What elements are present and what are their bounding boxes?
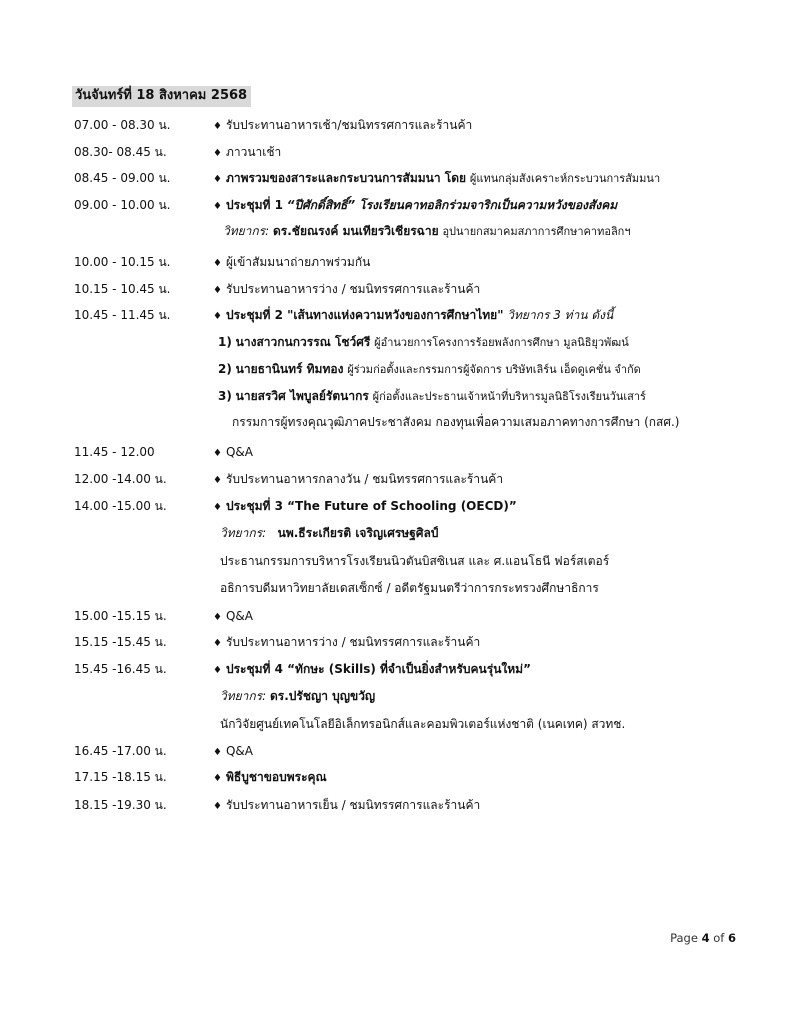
time-label: 15.00 -15.15 น.: [74, 609, 167, 623]
agenda-item: ♦ ประชุมที่ 2 "เส้นทางแห่งความหวังของการศึกษาไทย" วิทยากร 3 ท่าน ดังนี้: [213, 308, 614, 322]
schedule-row: [0, 254, 792, 276]
time-label: 18.15 -19.30 น.: [74, 798, 167, 812]
bullet-icon: ♦: [213, 174, 222, 185]
speaker-line: วิทยากร: ดร.ชัยณรงค์ มนเทียรวิเชียรฉาย อุปนายกสมาคมสภาการศึกษาคาทอลิกฯ: [223, 224, 631, 238]
schedule-row: [0, 769, 792, 791]
speaker-role-line: นักวิจัยศูนย์เทคโนโลยีอิเล็กทรอนิกส์และคอมพิวเตอร์แห่งชาติ (เนคเทค) สวทช.: [220, 717, 626, 731]
bullet-icon: ♦: [213, 747, 222, 758]
agenda-item: ♦ ภาพรวมของสาระและกระบวนการสัมมนา โดย ผู้แทนกลุ่มสังเคราะห์กระบวนการสัมมนา: [213, 171, 661, 185]
schedule-row: [0, 444, 792, 466]
time-label: 08.45 - 09.00 น.: [74, 171, 171, 185]
bullet-icon: ♦: [213, 612, 222, 623]
speaker-line: 1) นางสาวกนกวรรณ โชว์ศรี ผู้อำนวยการโครงการร้อยพลังการศึกษา มูลนิธิยุวพัฒน์: [218, 335, 629, 349]
schedule-row: [0, 170, 792, 192]
time-label: 10.45 - 11.45 น.: [74, 308, 171, 322]
bullet-icon: ♦: [213, 448, 222, 459]
agenda-item: ♦ ผู้เข้าสัมมนาถ่ายภาพร่วมกัน: [213, 255, 371, 269]
bullet-icon: ♦: [213, 665, 222, 676]
time-label: 12.00 -14.00 น.: [74, 472, 167, 486]
schedule-row: [0, 281, 792, 303]
bullet-icon: ♦: [213, 638, 222, 649]
agenda-item: ♦ Q&A: [213, 445, 253, 459]
agenda-item: ♦ รับประทานอาหารเช้า/ชมนิทรรศการและร้านค้า: [213, 118, 473, 132]
schedule-row: [0, 197, 792, 219]
speaker-role-line: ประธานกรรมการบริหารโรงเรียนนิวตันบิสซิเนส และ ศ.แอนโธนี ฟอร์สเตอร์: [220, 554, 610, 568]
schedule-row: [0, 608, 792, 630]
time-label: 10.15 - 10.45 น.: [74, 282, 171, 296]
agenda-item: ♦ Q&A: [213, 609, 253, 623]
time-label: 15.15 -15.45 น.: [74, 635, 167, 649]
agenda-item: ♦ ประชุมที่ 3 “The Future of Schooling (OECD)”: [213, 499, 517, 513]
agenda-item: ♦ รับประทานอาหารเย็น / ชมนิทรรศการและร้านค้า: [213, 798, 481, 812]
schedule-row: [0, 307, 792, 329]
bullet-icon: ♦: [213, 475, 222, 486]
time-label: 14.00 -15.00 น.: [74, 499, 167, 513]
schedule-row: [0, 471, 792, 493]
bullet-icon: ♦: [213, 258, 222, 269]
time-label: 17.15 -18.15 น.: [74, 770, 167, 784]
time-label: 10.00 - 10.15 น.: [74, 255, 171, 269]
time-label: 07.00 - 08.30 น.: [74, 118, 171, 132]
speaker-role-line: กรรมการผู้ทรงคุณวุฒิภาคประชาสังคม กองทุนเพื่อความเสมอภาคทางการศึกษา (กสศ.): [232, 415, 680, 429]
schedule-row: [0, 144, 792, 166]
speaker-line: วิทยากร: ดร.ปรัชญา บุญขวัญ: [220, 689, 376, 703]
agenda-item: ♦ ประชุมที่ 4 “ทักษะ (Skills) ที่จำเป็นยิ่งสำหรับคนรุ่นใหม่”: [213, 662, 531, 676]
bullet-icon: ♦: [213, 502, 222, 513]
bullet-icon: ♦: [213, 148, 222, 159]
speaker-line: 2) นายธานินทร์ ทิมทอง ผู้ร่วมก่อตั้งและกรรมการผู้จัดการ บริษัทเลิร์น เอ็ดดูเคชั่น จำกัด: [218, 362, 641, 376]
speaker-line: 3) นายสรวิศ ไพบูลย์รัตนากร ผู้ก่อตั้งและประธานเจ้าหน้าที่บริหารมูลนิธิโรงเรียนวันเสาร์: [218, 389, 646, 403]
schedule-row: [0, 498, 792, 520]
agenda-item: ♦ Q&A: [213, 744, 253, 758]
page-number: Page 4 of 6: [670, 931, 736, 945]
bullet-icon: ♦: [213, 773, 222, 784]
bullet-icon: ♦: [213, 121, 222, 132]
agenda-item: ♦ รับประทานอาหารกลางวัน / ชมนิทรรศการและร้านค้า: [213, 472, 504, 486]
bullet-icon: ♦: [213, 311, 222, 322]
time-label: 16.45 -17.00 น.: [74, 744, 167, 758]
agenda-item: ♦ รับประทานอาหารว่าง / ชมนิทรรศการและร้านค้า: [213, 635, 481, 649]
schedule-row: [0, 661, 792, 683]
schedule-row: [0, 743, 792, 765]
time-label: 09.00 - 10.00 น.: [74, 198, 171, 212]
speaker-role-line: อธิการบดีมหาวิทยาลัยเดสเซ็กซ์ / อดีตรัฐมนตรีว่าการกระทรวงศึกษาธิการ: [220, 581, 599, 595]
agenda-item: ♦ พิธีบูชาขอบพระคุณ: [213, 770, 327, 784]
time-label: 11.45 - 12.00: [74, 445, 155, 459]
bullet-icon: ♦: [213, 201, 222, 212]
date-header: วันจันทร์ที่ 18 สิงหาคม 2568: [72, 86, 251, 107]
speaker-line: วิทยากร: นพ.ธีระเกียรติ เจริญเศรษฐศิลป์: [220, 526, 439, 540]
time-label: 15.45 -16.45 น.: [74, 662, 167, 676]
agenda-item: ♦ ประชุมที่ 1 “ปีศักดิ์สิทธิ์” โรงเรียนคาทอลิกร่วมจาริกเป็นความหวังของสังคม: [213, 198, 618, 212]
schedule-row: [0, 634, 792, 656]
agenda-item: ♦ รับประทานอาหารว่าง / ชมนิทรรศการและร้านค้า: [213, 282, 481, 296]
agenda-item: ♦ ภาวนาเช้า: [213, 145, 282, 159]
schedule-row: [0, 797, 792, 819]
bullet-icon: ♦: [213, 285, 222, 296]
schedule-row: [0, 117, 792, 139]
time-label: 08.30- 08.45 น.: [74, 145, 167, 159]
bullet-icon: ♦: [213, 801, 222, 812]
